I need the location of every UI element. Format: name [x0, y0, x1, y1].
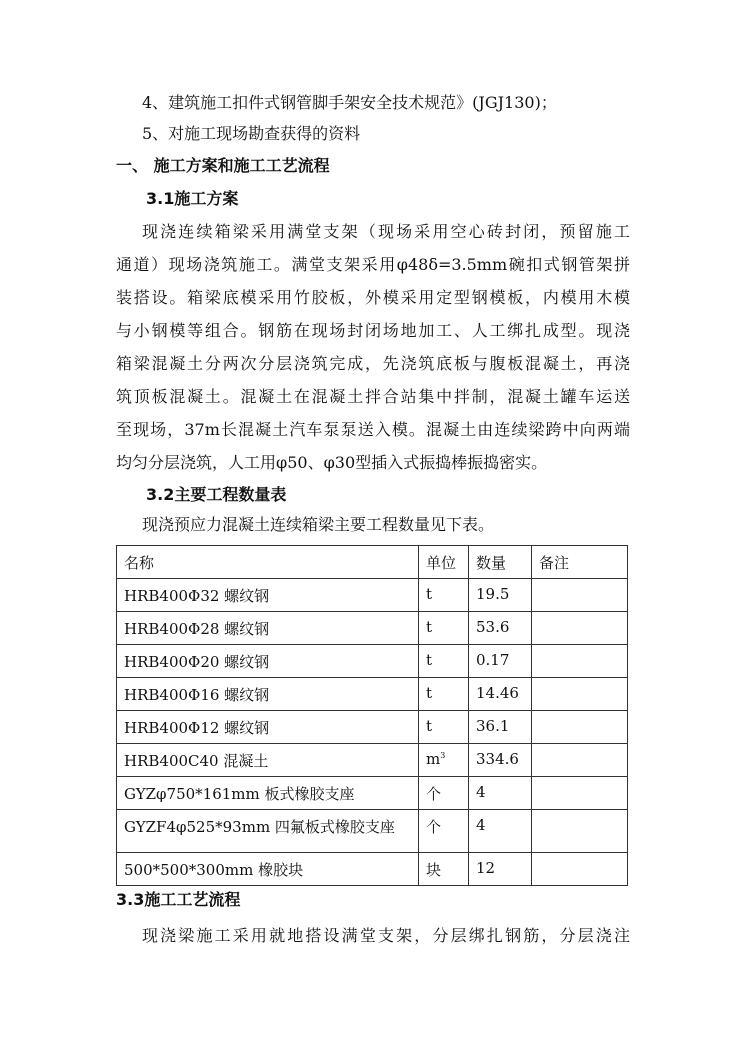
subsection-title: 3.2主要工程数量表	[146, 485, 287, 504]
table-cell	[532, 579, 628, 612]
table-cell	[117, 777, 419, 810]
table-cell	[532, 810, 628, 853]
cell-text: t	[426, 618, 433, 636]
cell-text: 14.46	[476, 684, 519, 702]
paragraph-line: 装搭设。箱梁底模采用竹胶板，外模采用定型钢模板，内模用木模	[116, 288, 630, 307]
table-cell	[469, 777, 532, 810]
table-row	[117, 853, 628, 886]
cell-text: 个	[426, 785, 442, 803]
cell-text: 块	[426, 861, 442, 879]
paragraph-line: 现浇连续箱梁采用满堂支架（现场采用空心砖封闭，预留施工	[142, 222, 630, 241]
table-cell	[532, 645, 628, 678]
table-intro: 现浇预应力混凝土连续箱梁主要工程数量见下表。	[142, 515, 495, 534]
subsection-title: 3.3施工工艺流程	[116, 890, 241, 909]
table-row	[117, 678, 628, 711]
header-cell	[117, 546, 419, 579]
table-cell	[469, 711, 532, 744]
cell-text: 数量	[476, 554, 507, 572]
paragraph-line: 通道）现场浇筑施工。满堂支架采用φ48δ=3.5mm碗扣式钢管架拼	[116, 255, 630, 274]
cell-text: HRB400Φ32 螺纹钢	[124, 587, 270, 605]
table-cell	[117, 810, 419, 853]
table-cell	[117, 645, 419, 678]
cell-text: HRB400C40 混凝土	[124, 752, 269, 770]
reference-item: 4、建筑施工扣件式钢管脚手架安全技术规范》(JGJ130)；	[142, 93, 557, 112]
paragraph-line: 与小钢模等组合。钢筋在现场封闭场地加工、人工绑扎成型。现浇	[116, 321, 630, 340]
paragraph-line: 均匀分层浇筑，人工用φ50、φ30型插入式振捣棒振捣密实。	[116, 453, 548, 472]
cell-text: HRB400Φ28 螺纹钢	[124, 620, 270, 638]
table-cell	[532, 777, 628, 810]
table-cell	[117, 579, 419, 612]
table-cell	[419, 853, 469, 886]
cell-text: 36.1	[476, 717, 510, 735]
process-paragraph-line: 现浇梁施工采用就地搭设满堂支架，分层绑扎钢筋，分层浇注	[142, 926, 630, 945]
cell-text: HRB400Φ16 螺纹钢	[124, 686, 270, 704]
table-row	[117, 744, 628, 777]
cell-text: HRB400Φ20 螺纹钢	[124, 653, 270, 671]
unit-superscript: 3	[440, 751, 446, 760]
table-cell	[419, 678, 469, 711]
table-cell	[532, 853, 628, 886]
cell-text: 个	[426, 818, 442, 836]
cell-text: 500*500*300mm 橡胶块	[124, 861, 304, 879]
table-cell	[419, 777, 469, 810]
table-cell	[419, 810, 469, 853]
table-cell	[469, 853, 532, 886]
table-cell	[419, 645, 469, 678]
table-cell	[532, 744, 628, 777]
header-cell	[419, 546, 469, 579]
subsection-title: 3.1施工方案	[146, 189, 239, 208]
cell-text: t	[426, 717, 433, 735]
table-cell	[419, 579, 469, 612]
table-cell	[532, 612, 628, 645]
table-cell	[469, 645, 532, 678]
paragraph-line: 至现场，37m长混凝土汽车泵泵送入模。混凝土由连续梁跨中向两端	[116, 420, 630, 439]
cell-text: t	[426, 684, 433, 702]
table-cell	[117, 744, 419, 777]
table-cell	[532, 678, 628, 711]
table-cell	[117, 612, 419, 645]
table-cell	[117, 711, 419, 744]
cell-text: GYZF4φ525*93mm 四氟板式橡胶支座	[124, 818, 395, 836]
table-cell	[117, 853, 419, 886]
table-cell	[469, 612, 532, 645]
paragraph-line: 箱梁混凝土分两次分层浇筑完成，先浇筑底板与腹板混凝土，再浇	[116, 354, 630, 373]
table-cell	[469, 744, 532, 777]
table-row	[117, 645, 628, 678]
table-row	[117, 777, 628, 810]
cell-text: HRB400Φ12 螺纹钢	[124, 719, 270, 737]
table-header-row	[117, 546, 628, 579]
cell-text: 12	[476, 859, 496, 877]
cell-text: t	[426, 585, 433, 603]
cell-text: 53.6	[476, 618, 510, 636]
cell-text: 19.5	[476, 585, 510, 603]
cell-text: 4	[476, 816, 486, 834]
cell-text: 334.6	[476, 750, 519, 768]
table-cell	[419, 612, 469, 645]
table-cell	[469, 579, 532, 612]
cell-text: t	[426, 651, 433, 669]
cell-text: 单位	[426, 554, 457, 572]
table-row	[117, 579, 628, 612]
table-cell	[532, 711, 628, 744]
table-cell	[469, 678, 532, 711]
cell-text: 备注	[539, 554, 570, 572]
table-cell	[469, 810, 532, 853]
paragraph-line: 筑顶板混凝土。混凝土在混凝土拌合站集中拌制，混凝土罐车运送	[116, 387, 630, 406]
cell-text: GYZφ750*161mm 板式橡胶支座	[124, 785, 355, 803]
section-heading: 一、 施工方案和施工工艺流程	[116, 156, 330, 175]
cell-text: 名称	[124, 554, 155, 572]
table-row	[117, 612, 628, 645]
header-cell	[532, 546, 628, 579]
table-cell	[419, 744, 469, 777]
cell-text: m	[426, 750, 441, 768]
quantity-table	[116, 545, 628, 886]
cell-text: 0.17	[476, 651, 510, 669]
table-cell	[117, 678, 419, 711]
cell-text: 4	[476, 783, 486, 801]
table-row	[117, 711, 628, 744]
table-cell	[419, 711, 469, 744]
reference-item: 5、对施工现场勘查获得的资料	[142, 124, 361, 143]
table-row	[117, 810, 628, 853]
header-cell	[469, 546, 532, 579]
